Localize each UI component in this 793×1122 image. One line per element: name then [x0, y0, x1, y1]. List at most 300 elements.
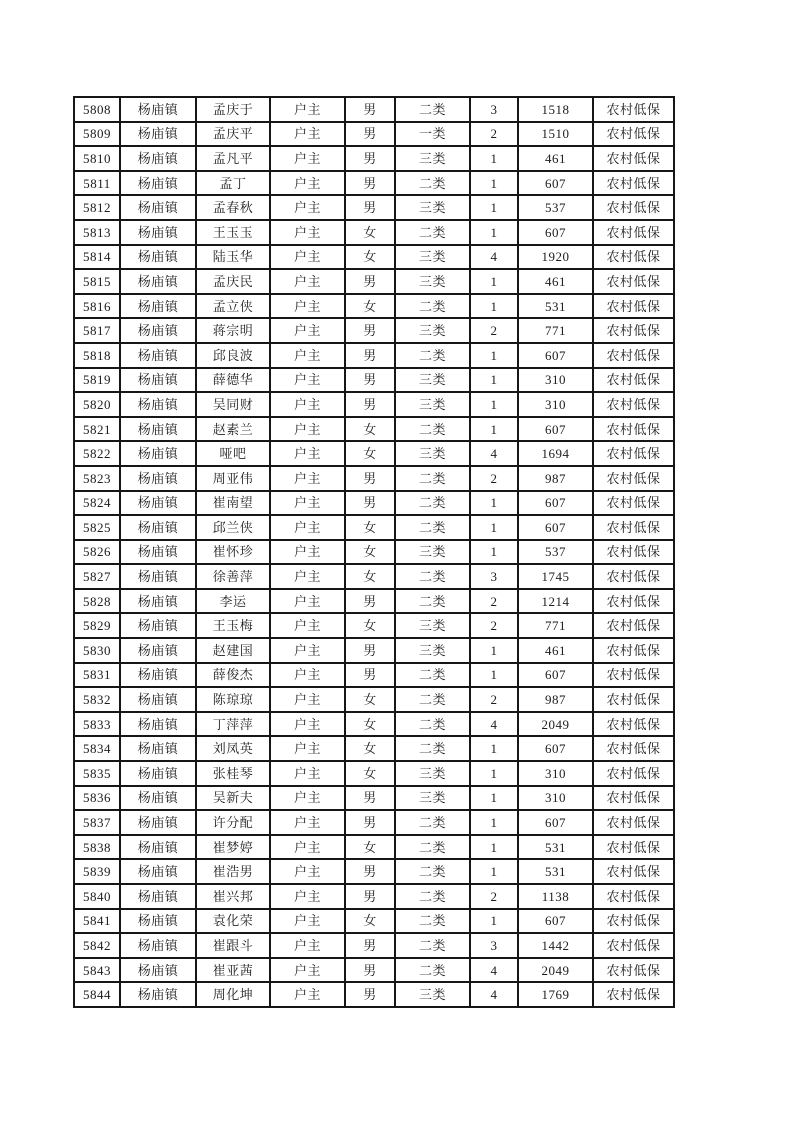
cell-amount: 607 — [518, 515, 593, 540]
cell-member-count: 4 — [470, 441, 518, 466]
cell-member-count: 3 — [470, 933, 518, 958]
cell-amount: 1138 — [518, 884, 593, 909]
cell-household-role: 户主 — [270, 491, 345, 516]
cell-assistance-type: 农村低保 — [593, 786, 674, 811]
cell-gender: 女 — [345, 441, 395, 466]
cell-member-count: 2 — [470, 589, 518, 614]
cell-town: 杨庙镇 — [120, 810, 196, 835]
cell-person-name: 陆玉华 — [196, 245, 270, 270]
table-row — [74, 687, 674, 712]
cell-household-role: 户主 — [270, 318, 345, 343]
cell-category: 二类 — [395, 589, 470, 614]
cell-person-name: 周亚伟 — [196, 466, 270, 491]
cell-member-count: 2 — [470, 687, 518, 712]
table-row — [74, 441, 674, 466]
cell-gender: 女 — [345, 835, 395, 860]
table-row — [74, 466, 674, 491]
cell-amount: 607 — [518, 663, 593, 688]
cell-town: 杨庙镇 — [120, 786, 196, 811]
cell-row-number: 5820 — [74, 392, 120, 417]
cell-assistance-type: 农村低保 — [593, 294, 674, 319]
cell-row-number: 5836 — [74, 786, 120, 811]
cell-household-role: 户主 — [270, 712, 345, 737]
cell-amount: 461 — [518, 638, 593, 663]
cell-person-name: 崔兴邦 — [196, 884, 270, 909]
cell-row-number: 5810 — [74, 146, 120, 171]
cell-member-count: 1 — [470, 638, 518, 663]
cell-amount: 1214 — [518, 589, 593, 614]
cell-category: 二类 — [395, 835, 470, 860]
cell-assistance-type: 农村低保 — [593, 909, 674, 934]
cell-town: 杨庙镇 — [120, 859, 196, 884]
cell-assistance-type: 农村低保 — [593, 146, 674, 171]
table-row — [74, 368, 674, 393]
cell-town: 杨庙镇 — [120, 909, 196, 934]
cell-member-count: 3 — [470, 564, 518, 589]
table-row — [74, 97, 674, 122]
cell-category: 三类 — [395, 982, 470, 1007]
table-row — [74, 786, 674, 811]
cell-assistance-type: 农村低保 — [593, 958, 674, 983]
cell-town: 杨庙镇 — [120, 736, 196, 761]
cell-amount: 1442 — [518, 933, 593, 958]
cell-row-number: 5832 — [74, 687, 120, 712]
cell-town: 杨庙镇 — [120, 417, 196, 442]
cell-gender: 男 — [345, 146, 395, 171]
cell-town: 杨庙镇 — [120, 613, 196, 638]
cell-member-count: 1 — [470, 171, 518, 196]
cell-gender: 男 — [345, 589, 395, 614]
cell-gender: 男 — [345, 859, 395, 884]
table-row — [74, 958, 674, 983]
cell-row-number: 5821 — [74, 417, 120, 442]
cell-member-count: 1 — [470, 220, 518, 245]
cell-category: 二类 — [395, 97, 470, 122]
cell-gender: 女 — [345, 294, 395, 319]
cell-town: 杨庙镇 — [120, 269, 196, 294]
cell-town: 杨庙镇 — [120, 564, 196, 589]
cell-member-count: 2 — [470, 884, 518, 909]
cell-assistance-type: 农村低保 — [593, 368, 674, 393]
cell-household-role: 户主 — [270, 589, 345, 614]
cell-row-number: 5817 — [74, 318, 120, 343]
cell-category: 一类 — [395, 122, 470, 147]
cell-assistance-type: 农村低保 — [593, 491, 674, 516]
cell-household-role: 户主 — [270, 417, 345, 442]
cell-amount: 531 — [518, 835, 593, 860]
cell-town: 杨庙镇 — [120, 294, 196, 319]
cell-amount: 1745 — [518, 564, 593, 589]
cell-household-role: 户主 — [270, 909, 345, 934]
cell-amount: 2049 — [518, 712, 593, 737]
cell-category: 二类 — [395, 171, 470, 196]
cell-row-number: 5830 — [74, 638, 120, 663]
table-row — [74, 835, 674, 860]
cell-gender: 男 — [345, 958, 395, 983]
cell-category: 二类 — [395, 491, 470, 516]
cell-row-number: 5823 — [74, 466, 120, 491]
cell-gender: 女 — [345, 687, 395, 712]
cell-household-role: 户主 — [270, 564, 345, 589]
cell-person-name: 崔南望 — [196, 491, 270, 516]
table-row — [74, 343, 674, 368]
cell-category: 二类 — [395, 417, 470, 442]
cell-category: 三类 — [395, 441, 470, 466]
cell-member-count: 1 — [470, 540, 518, 565]
cell-person-name: 邱良波 — [196, 343, 270, 368]
cell-town: 杨庙镇 — [120, 318, 196, 343]
cell-member-count: 1 — [470, 515, 518, 540]
cell-gender: 男 — [345, 392, 395, 417]
cell-category: 二类 — [395, 810, 470, 835]
cell-household-role: 户主 — [270, 146, 345, 171]
cell-member-count: 4 — [470, 245, 518, 270]
cell-town: 杨庙镇 — [120, 982, 196, 1007]
table-row — [74, 859, 674, 884]
cell-member-count: 1 — [470, 736, 518, 761]
cell-town: 杨庙镇 — [120, 933, 196, 958]
cell-amount: 531 — [518, 294, 593, 319]
cell-person-name: 徐善萍 — [196, 564, 270, 589]
cell-gender: 女 — [345, 613, 395, 638]
cell-assistance-type: 农村低保 — [593, 220, 674, 245]
cell-town: 杨庙镇 — [120, 146, 196, 171]
cell-person-name: 袁化荣 — [196, 909, 270, 934]
cell-amount: 1920 — [518, 245, 593, 270]
cell-town: 杨庙镇 — [120, 220, 196, 245]
cell-row-number: 5839 — [74, 859, 120, 884]
cell-assistance-type: 农村低保 — [593, 687, 674, 712]
table-row — [74, 982, 674, 1007]
table-row — [74, 810, 674, 835]
cell-row-number: 5841 — [74, 909, 120, 934]
cell-person-name: 孟凡平 — [196, 146, 270, 171]
cell-row-number: 5829 — [74, 613, 120, 638]
table-row — [74, 146, 674, 171]
cell-category: 三类 — [395, 638, 470, 663]
cell-person-name: 孟庆民 — [196, 269, 270, 294]
cell-gender: 男 — [345, 663, 395, 688]
cell-category: 二类 — [395, 933, 470, 958]
cell-row-number: 5819 — [74, 368, 120, 393]
cell-category: 三类 — [395, 269, 470, 294]
cell-row-number: 5826 — [74, 540, 120, 565]
cell-town: 杨庙镇 — [120, 958, 196, 983]
cell-assistance-type: 农村低保 — [593, 441, 674, 466]
cell-gender: 男 — [345, 638, 395, 663]
cell-household-role: 户主 — [270, 786, 345, 811]
cell-town: 杨庙镇 — [120, 392, 196, 417]
cell-row-number: 5813 — [74, 220, 120, 245]
cell-assistance-type: 农村低保 — [593, 195, 674, 220]
cell-member-count: 1 — [470, 146, 518, 171]
cell-row-number: 5809 — [74, 122, 120, 147]
cell-gender: 男 — [345, 884, 395, 909]
table-row — [74, 638, 674, 663]
table-row — [74, 761, 674, 786]
cell-gender: 男 — [345, 269, 395, 294]
table-row — [74, 884, 674, 909]
cell-row-number: 5827 — [74, 564, 120, 589]
cell-member-count: 2 — [470, 466, 518, 491]
cell-household-role: 户主 — [270, 761, 345, 786]
cell-household-role: 户主 — [270, 958, 345, 983]
table-row — [74, 515, 674, 540]
cell-category: 二类 — [395, 663, 470, 688]
cell-town: 杨庙镇 — [120, 835, 196, 860]
cell-assistance-type: 农村低保 — [593, 343, 674, 368]
cell-category: 二类 — [395, 466, 470, 491]
cell-gender: 男 — [345, 466, 395, 491]
cell-gender: 男 — [345, 810, 395, 835]
cell-assistance-type: 农村低保 — [593, 761, 674, 786]
cell-row-number: 5814 — [74, 245, 120, 270]
table-row — [74, 540, 674, 565]
cell-member-count: 1 — [470, 859, 518, 884]
cell-person-name: 崔梦婷 — [196, 835, 270, 860]
cell-person-name: 赵建国 — [196, 638, 270, 663]
table-row — [74, 245, 674, 270]
cell-assistance-type: 农村低保 — [593, 982, 674, 1007]
cell-gender: 男 — [345, 982, 395, 1007]
cell-category: 二类 — [395, 859, 470, 884]
cell-amount: 310 — [518, 368, 593, 393]
cell-town: 杨庙镇 — [120, 122, 196, 147]
cell-row-number: 5834 — [74, 736, 120, 761]
cell-household-role: 户主 — [270, 368, 345, 393]
cell-amount: 310 — [518, 392, 593, 417]
cell-category: 二类 — [395, 736, 470, 761]
cell-gender: 男 — [345, 933, 395, 958]
cell-category: 三类 — [395, 245, 470, 270]
cell-amount: 607 — [518, 220, 593, 245]
cell-row-number: 5811 — [74, 171, 120, 196]
cell-household-role: 户主 — [270, 884, 345, 909]
cell-town: 杨庙镇 — [120, 491, 196, 516]
table-row — [74, 171, 674, 196]
cell-amount: 607 — [518, 171, 593, 196]
cell-assistance-type: 农村低保 — [593, 884, 674, 909]
table-row — [74, 663, 674, 688]
cell-gender: 男 — [345, 122, 395, 147]
cell-gender: 女 — [345, 245, 395, 270]
cell-row-number: 5844 — [74, 982, 120, 1007]
cell-assistance-type: 农村低保 — [593, 613, 674, 638]
cell-gender: 男 — [345, 343, 395, 368]
cell-assistance-type: 农村低保 — [593, 392, 674, 417]
cell-amount: 310 — [518, 761, 593, 786]
cell-assistance-type: 农村低保 — [593, 97, 674, 122]
table-row — [74, 712, 674, 737]
cell-household-role: 户主 — [270, 269, 345, 294]
cell-member-count: 1 — [470, 491, 518, 516]
cell-town: 杨庙镇 — [120, 638, 196, 663]
cell-town: 杨庙镇 — [120, 368, 196, 393]
cell-household-role: 户主 — [270, 97, 345, 122]
cell-assistance-type: 农村低保 — [593, 810, 674, 835]
cell-person-name: 崔浩男 — [196, 859, 270, 884]
cell-gender: 女 — [345, 736, 395, 761]
cell-member-count: 1 — [470, 761, 518, 786]
cell-row-number: 5833 — [74, 712, 120, 737]
cell-category: 二类 — [395, 515, 470, 540]
cell-town: 杨庙镇 — [120, 712, 196, 737]
cell-amount: 461 — [518, 269, 593, 294]
cell-person-name: 崔亚茜 — [196, 958, 270, 983]
table-row — [74, 589, 674, 614]
cell-household-role: 户主 — [270, 195, 345, 220]
cell-town: 杨庙镇 — [120, 441, 196, 466]
cell-household-role: 户主 — [270, 515, 345, 540]
cell-assistance-type: 农村低保 — [593, 269, 674, 294]
cell-amount: 537 — [518, 195, 593, 220]
cell-member-count: 1 — [470, 417, 518, 442]
cell-assistance-type: 农村低保 — [593, 540, 674, 565]
cell-gender: 男 — [345, 368, 395, 393]
cell-gender: 女 — [345, 515, 395, 540]
cell-household-role: 户主 — [270, 933, 345, 958]
cell-person-name: 吴同财 — [196, 392, 270, 417]
cell-category: 三类 — [395, 318, 470, 343]
cell-household-role: 户主 — [270, 687, 345, 712]
cell-category: 二类 — [395, 687, 470, 712]
table-row — [74, 318, 674, 343]
table-row — [74, 736, 674, 761]
cell-town: 杨庙镇 — [120, 884, 196, 909]
cell-row-number: 5812 — [74, 195, 120, 220]
cell-category: 三类 — [395, 540, 470, 565]
cell-person-name: 孟庆平 — [196, 122, 270, 147]
cell-assistance-type: 农村低保 — [593, 466, 674, 491]
cell-household-role: 户主 — [270, 736, 345, 761]
cell-assistance-type: 农村低保 — [593, 318, 674, 343]
cell-household-role: 户主 — [270, 982, 345, 1007]
table-row — [74, 909, 674, 934]
cell-household-role: 户主 — [270, 392, 345, 417]
cell-assistance-type: 农村低保 — [593, 245, 674, 270]
cell-member-count: 1 — [470, 835, 518, 860]
cell-person-name: 张桂琴 — [196, 761, 270, 786]
cell-assistance-type: 农村低保 — [593, 515, 674, 540]
table-row — [74, 417, 674, 442]
cell-row-number: 5815 — [74, 269, 120, 294]
cell-household-role: 户主 — [270, 835, 345, 860]
cell-amount: 607 — [518, 736, 593, 761]
cell-assistance-type: 农村低保 — [593, 638, 674, 663]
cell-row-number: 5835 — [74, 761, 120, 786]
cell-row-number: 5831 — [74, 663, 120, 688]
cell-member-count: 3 — [470, 97, 518, 122]
cell-amount: 987 — [518, 687, 593, 712]
cell-category: 二类 — [395, 294, 470, 319]
cell-amount: 531 — [518, 859, 593, 884]
cell-member-count: 1 — [470, 343, 518, 368]
cell-member-count: 4 — [470, 982, 518, 1007]
cell-category: 三类 — [395, 613, 470, 638]
cell-amount: 1769 — [518, 982, 593, 1007]
table-row — [74, 294, 674, 319]
cell-assistance-type: 农村低保 — [593, 933, 674, 958]
cell-gender: 女 — [345, 417, 395, 442]
cell-category: 二类 — [395, 220, 470, 245]
table-row — [74, 122, 674, 147]
cell-town: 杨庙镇 — [120, 466, 196, 491]
cell-town: 杨庙镇 — [120, 687, 196, 712]
cell-person-name: 哑吧 — [196, 441, 270, 466]
cell-member-count: 4 — [470, 958, 518, 983]
cell-town: 杨庙镇 — [120, 663, 196, 688]
cell-category: 二类 — [395, 564, 470, 589]
cell-category: 二类 — [395, 343, 470, 368]
cell-member-count: 1 — [470, 909, 518, 934]
cell-household-role: 户主 — [270, 540, 345, 565]
cell-category: 三类 — [395, 761, 470, 786]
cell-person-name: 崔怀珍 — [196, 540, 270, 565]
table-row — [74, 195, 674, 220]
cell-town: 杨庙镇 — [120, 761, 196, 786]
cell-amount: 987 — [518, 466, 593, 491]
cell-gender: 女 — [345, 909, 395, 934]
cell-household-role: 户主 — [270, 294, 345, 319]
table-row — [74, 269, 674, 294]
cell-assistance-type: 农村低保 — [593, 589, 674, 614]
cell-household-role: 户主 — [270, 441, 345, 466]
cell-category: 三类 — [395, 368, 470, 393]
cell-person-name: 薛俊杰 — [196, 663, 270, 688]
cell-person-name: 蒋宗明 — [196, 318, 270, 343]
cell-household-role: 户主 — [270, 613, 345, 638]
cell-household-role: 户主 — [270, 638, 345, 663]
cell-gender: 男 — [345, 491, 395, 516]
cell-person-name: 孟立侠 — [196, 294, 270, 319]
cell-amount: 1510 — [518, 122, 593, 147]
cell-assistance-type: 农村低保 — [593, 663, 674, 688]
cell-person-name: 许分配 — [196, 810, 270, 835]
cell-member-count: 4 — [470, 712, 518, 737]
cell-assistance-type: 农村低保 — [593, 122, 674, 147]
cell-household-role: 户主 — [270, 122, 345, 147]
table-row — [74, 491, 674, 516]
cell-row-number: 5838 — [74, 835, 120, 860]
cell-amount: 607 — [518, 491, 593, 516]
cell-amount: 771 — [518, 613, 593, 638]
cell-row-number: 5816 — [74, 294, 120, 319]
cell-amount: 461 — [518, 146, 593, 171]
cell-person-name: 吴新夫 — [196, 786, 270, 811]
cell-amount: 607 — [518, 343, 593, 368]
cell-member-count: 1 — [470, 663, 518, 688]
cell-member-count: 2 — [470, 318, 518, 343]
cell-row-number: 5840 — [74, 884, 120, 909]
cell-row-number: 5843 — [74, 958, 120, 983]
cell-person-name: 王玉梅 — [196, 613, 270, 638]
cell-amount: 607 — [518, 909, 593, 934]
cell-row-number: 5842 — [74, 933, 120, 958]
cell-member-count: 1 — [470, 269, 518, 294]
cell-category: 三类 — [395, 195, 470, 220]
table-row — [74, 933, 674, 958]
cell-amount: 310 — [518, 786, 593, 811]
cell-person-name: 薛德华 — [196, 368, 270, 393]
cell-row-number: 5837 — [74, 810, 120, 835]
cell-assistance-type: 农村低保 — [593, 859, 674, 884]
cell-person-name: 赵素兰 — [196, 417, 270, 442]
cell-gender: 男 — [345, 171, 395, 196]
cell-town: 杨庙镇 — [120, 540, 196, 565]
cell-person-name: 孟春秋 — [196, 195, 270, 220]
cell-assistance-type: 农村低保 — [593, 736, 674, 761]
cell-person-name: 刘凤英 — [196, 736, 270, 761]
